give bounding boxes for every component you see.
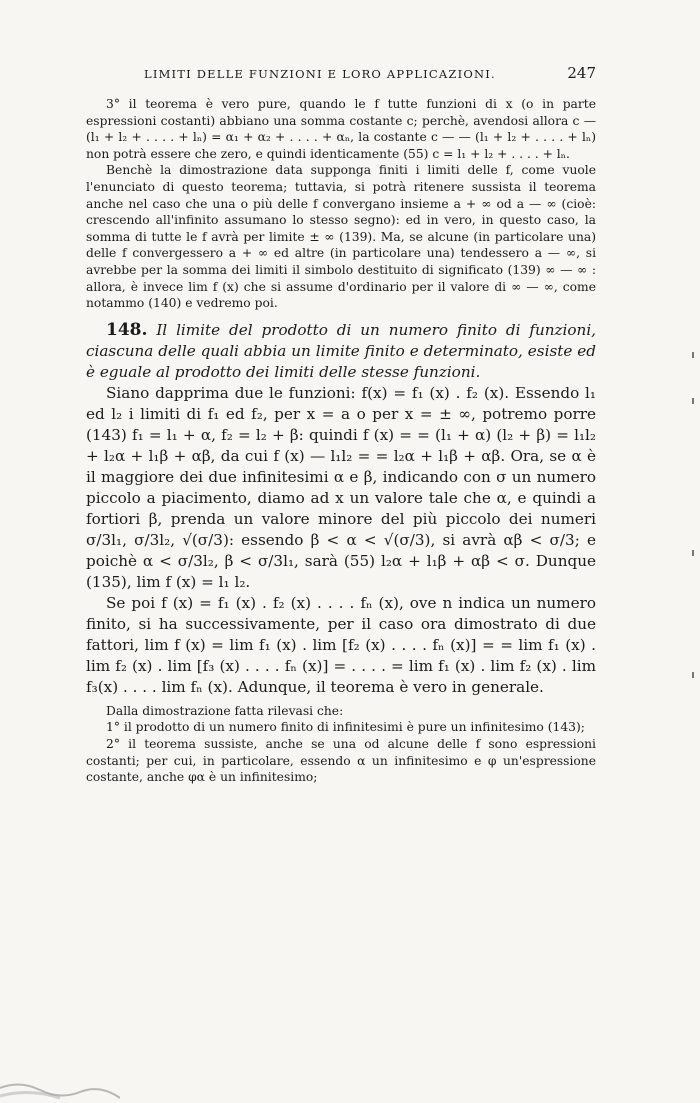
book-page — [86, 64, 596, 786]
paragraph-remark-1: 1° il prodotto di un numero finito di infinitesimi è pure un infinitesimo (143); — [106, 720, 585, 735]
paragraph-n-functions-proof: Se poi f (x) = f₁ (x) . f₂ (x) . . . . fₙ (x), ove n indica un numero finito, si ha successivamente, per il caso ora dimostrato di due fattori, lim f (x) = lim f₁ (x) . lim [f₂ (x) . . . . fₙ (x)] = = lim f₁ (x) . lim f₂ (x) . lim [f₃ (x) . . . . fₙ (x)] = . . . . = lim f₁ (x) . lim f₂ (x) . lim f₃(x) . . . . lim fₙ (x). Adunque, il teorema è vero in generale. — [86, 593, 596, 696]
margin-speck — [692, 352, 694, 358]
margin-speck — [692, 672, 694, 678]
paragraph-two-functions-proof: Siano dapprima due le funzioni: f(x) = f₁ (x) . f₂ (x). Essendo l₁ ed l₂ i limiti di f₁ ed f₂, per x = a o per x = ± ∞, potremo porre (143) f₁ = l₁ + α, f₂ = l₂ + β: quindi f (x) = = (l₁ + α) (l₂ + β) = l₁l₂ + l₂α + l₁β + αβ, da cui f (x) — l₁l₂ = = l₂α + l₁β + αβ. Ora, se α è il maggiore dei due infinitesimi α e β, indicando con σ un numero piccolo a piacimento, diamo ad x un valore tale che α, e quindi a fortiori β, prenda un valore minore del più piccolo dei numeri σ/3l₁, σ/3l₂, √(σ/3): essendo β < α < √(σ/3), si avrà αβ < σ/3; e poichè α < σ/3l₂, β < σ/3l₁, sarà (55) l₂α + l₁β + αβ < σ. Dunque (135), lim f (x) = l₁ l₂. — [86, 383, 596, 591]
running-header — [86, 64, 596, 82]
margin-speck — [692, 398, 694, 404]
paragraph-infinite-limits: Benchè la dimostrazione data supponga finiti i limiti delle f, come vuole l'enunciato di questo teorema; tuttavia, si potrà ritenere sussista il teorema anche nel caso che una o più delle f convergano insieme a + ∞ od a — ∞ (cioè: crescendo all'infinito assumano lo stesso segno): ed in vero, in questo caso, la somma di tutte le f avrà per limite ± ∞ (139). Ma, se alcune (in particolare una) delle f convergessero a + ∞ ed altre (in particolare una) tendessero a — ∞, si avrebbe per la somma dei limiti il simbolo destituito di significato (139) ∞ — ∞ : allora, è invece lim f (x) che si assume d'ordinario per il valore di ∞ — ∞, come notammo (140) e vedremo poi. — [86, 163, 596, 311]
paragraph-theorem-point-3: 3° il teorema è vero pure, quando le f tutte funzioni di x (o in parte espressioni costanti) abbiano una somma costante c; perchè, avendosi allora c — (l₁ + l₂ + . . . . + lₙ) = α₁ + α₂ + . . . . + αₙ, la costante c — — (l₁ + l₂ + . . . . + lₙ) non potrà essere che zero, e quindi identicamente (55) c = l₁ + l₂ + . . . . + lₙ. — [86, 97, 596, 161]
section-148-statement — [86, 320, 596, 383]
section-title: Il limite del prodotto di un numero finito di funzioni, ciascuna delle quali abbia un limite finito e determinato, esiste ed è eguale al prodotto dei limiti delle stesse funzioni. — [86, 320, 596, 381]
paragraph-remarks-intro: Dalla dimostrazione fatta rilevasi che: — [106, 703, 344, 718]
header-title: LIMITI DELLE FUNZIONI E LORO APPLICAZIONI. — [144, 67, 496, 81]
page-number: 247 — [567, 64, 596, 82]
scan-smudge-mark — [0, 1068, 120, 1103]
section-number: 148. — [106, 319, 148, 340]
paragraph-remark-2: 2° il teorema sussiste, anche se una od alcune delle f sono espressioni costanti; per cui, in particolare, essendo α un infinitesimo e φ un'espressione costante, anche φα è un infinitesimo; — [86, 736, 596, 785]
margin-speck — [692, 550, 694, 556]
